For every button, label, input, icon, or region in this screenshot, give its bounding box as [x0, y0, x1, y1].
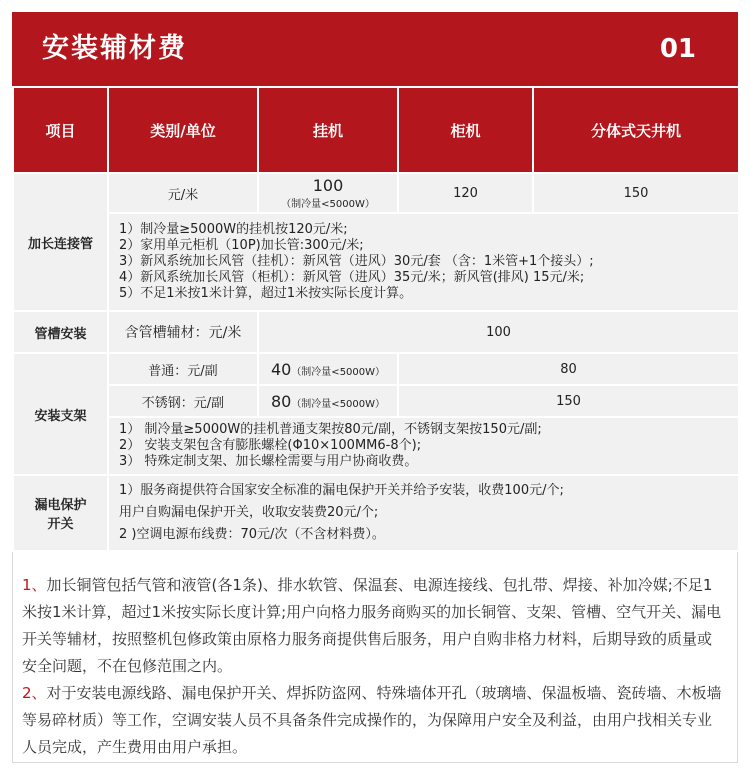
unit-cell: 不锈钢：元/副 [108, 385, 258, 417]
column-header: 项目 [13, 87, 108, 173]
bracket-normal-wall-note: （制冷量<5000W） [291, 366, 386, 378]
note-line: 3）新风系统加长风管（挂机）：新风管（进风）30元/套 （含：1米管+1个接头）; [119, 254, 594, 269]
footnote-number: 2、 [22, 684, 47, 702]
cabinet-price: 120 [398, 173, 533, 213]
table-header-row [13, 87, 739, 173]
note-line: 2） 安装支架包含有膨胀螺栓(Φ10×100MM6-8个); [119, 438, 422, 453]
note-line: 5）不足1米按1米计算，超过1米按实际长度计算。 [119, 286, 413, 301]
note-line: 2 )空调电源布线费：70元/次（不含材料费）。 [119, 527, 385, 542]
row-label-line: 开关 [47, 517, 74, 532]
footnote-1 [22, 572, 722, 680]
note-line: 3） 特殊定制支架、加长螺栓需要与用户协商收费。 [119, 454, 418, 469]
note-line: 用户自购漏电保护开关，收取安装费20元/个; [119, 505, 379, 520]
ceiling-price: 150 [533, 173, 739, 213]
note-line: 4）新风系统加长风管（柜机）：新风管（进风）35元/米；新风管(排风) 15元/米; [119, 270, 585, 285]
row-label-trough: 管槽安装 [13, 311, 108, 353]
unit-cell: 普通：元/副 [108, 353, 258, 385]
section-number: 01 [659, 34, 696, 64]
row-label-line: 漏电保护 [34, 498, 87, 513]
page-title: 安装辅材费 [42, 33, 187, 64]
bracket-notes [108, 417, 739, 475]
bracket-steel-wall-note: （制冷量<5000W） [291, 398, 386, 410]
footnotes [22, 572, 722, 761]
column-header: 柜机 [398, 87, 533, 173]
table-row [13, 475, 739, 551]
unit-cell: 元/米 [108, 173, 258, 213]
note-line: 1） 制冷量≥5000W的挂机普通支架按80元/副，不锈钢支架按150元/副; [119, 422, 542, 437]
wall-price-note: （制冷量<5000W） [281, 199, 375, 210]
footnote-2 [22, 680, 722, 761]
leakage-notes [108, 475, 739, 551]
bracket-steel-other: 150 [398, 385, 739, 417]
note-line: 2）家用单元柜机（10P)加长管:300元/米; [119, 238, 364, 253]
table-row [13, 213, 739, 311]
footnote-number: 1、 [22, 576, 47, 594]
row-label-bracket: 安装支架 [13, 353, 108, 475]
fee-table [12, 86, 740, 552]
bracket-steel-wall [258, 385, 398, 417]
title-bar [12, 12, 738, 86]
bracket-normal-other: 80 [398, 353, 739, 385]
column-header: 类别/单位 [108, 87, 258, 173]
table-row [13, 311, 739, 353]
footnote-text: 加长铜管包括气管和液管(各1条)、排水软管、保温套、电源连接线、包扎带、焊接、补加冷媒;不足1米按1米计算，超过1米按实际长度计算;用户向格力服务商购买的加长铜管、支架、管槽、空气开关、漏电开关等辅材，按照整机包修政策由原格力服务商提供售后服务，用户自购非格力材料，后期导致的质量或安全问题，不在包修范围之内。 [22, 576, 722, 675]
trough-price: 100 [258, 311, 739, 353]
row-label-extension: 加长连接管 [13, 173, 108, 311]
table-row [13, 173, 739, 213]
unit-cell: 含管槽辅材：元/米 [108, 311, 258, 353]
table-row [13, 385, 739, 417]
bracket-steel-wall-price: 80 [270, 391, 292, 411]
note-line: 1）服务商提供符合国家安全标准的漏电保护开关并给予安装，收费100元/个; [119, 483, 564, 498]
note-line: 1）制冷量≥5000W的挂机按120元/米; [119, 222, 348, 237]
table-row [13, 417, 739, 475]
wall-price: 100 [312, 176, 344, 195]
column-header: 挂机 [258, 87, 398, 173]
column-header: 分体式天井机 [533, 87, 739, 173]
extension-notes [108, 213, 739, 311]
footnote-text: 对于安装电源线路、漏电保护开关、焊拆防盗网、特殊墙体开孔（玻璃墙、保温板墙、瓷砖墙、木板墙等易碎材质）等工作，空调安装人员不具备条件完成操作的，为保障用户安全及利益，由用户找相关专业人员完成，产生费用由用户承担。 [22, 684, 722, 756]
bracket-normal-wall [258, 353, 398, 385]
bracket-normal-wall-price: 40 [270, 359, 292, 379]
row-label-leakage [13, 475, 108, 551]
wall-price-cell [258, 173, 398, 213]
table-row [13, 353, 739, 385]
